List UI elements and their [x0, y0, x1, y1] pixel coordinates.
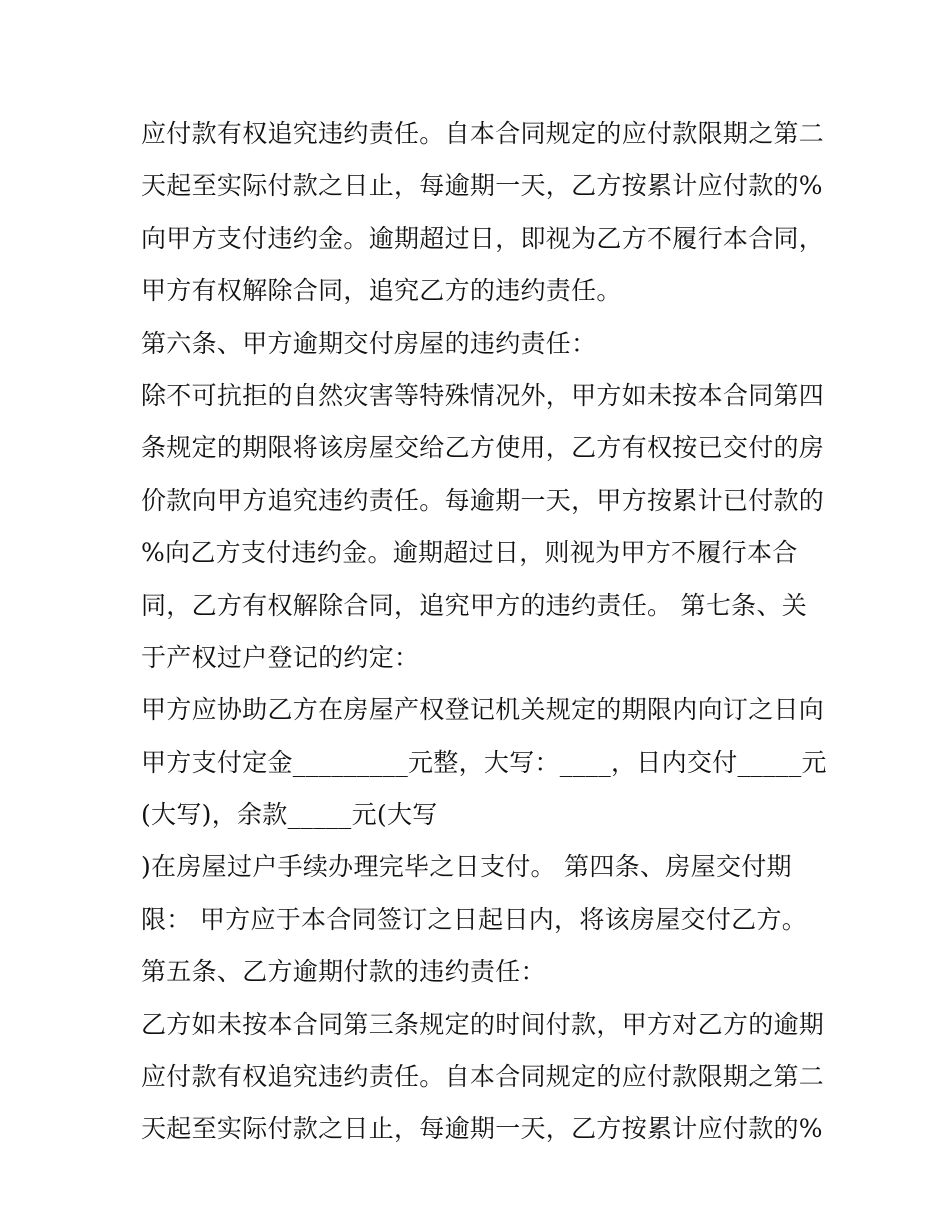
- text-line: 除不可抗拒的自然灾害等特殊情况外，甲方如未按本合同第四: [141, 380, 825, 410]
- text-line: 天起至实际付款之日止，每逾期一天，乙方按累计应付款的%: [141, 171, 823, 201]
- text-line: 于产权过户登记的约定：: [141, 642, 420, 672]
- text-line: 限： 甲方应于本合同签订之日起日内，将该房屋交付乙方。: [141, 904, 808, 934]
- article-heading: 第六条、甲方逾期交付房屋的违约责任：: [141, 328, 597, 358]
- text-line: %向乙方支付违约金。逾期超过日，则视为甲方不履行本合: [141, 538, 798, 568]
- text-line: 甲方支付定金_________元整，大写：____，日内交付_____元: [141, 747, 827, 777]
- text-line: 同，乙方有权解除合同，追究甲方的违约责任。 第七条、关: [141, 590, 808, 620]
- document-body: [141, 108, 827, 1156]
- text-line: 乙方如未按本合同第三条规定的时间付款，甲方对乙方的逾期: [141, 1009, 825, 1039]
- text-line: 向甲方支付违约金。逾期超过日，即视为乙方不履行本合同，: [141, 223, 825, 253]
- text-line: 天起至实际付款之日止，每逾期一天，乙方按累计应付款的%: [141, 1114, 823, 1144]
- text-line: 甲方有权解除合同，追究乙方的违约责任。: [141, 276, 622, 306]
- text-line: 应付款有权追究违约责任。自本合同规定的应付款限期之第二: [141, 119, 825, 148]
- text-line: 甲方应协助乙方在房屋产权登记机关规定的期限内向订之日向: [141, 695, 825, 725]
- text-line: (大写)，余款_____元(大写: [141, 800, 438, 830]
- article-heading: 第五条、乙方逾期付款的违约责任：: [141, 957, 546, 987]
- text-line: )在房屋过户手续办理完毕之日支付。 第四条、房屋交付期: [141, 852, 792, 882]
- text-line: 条规定的期限将该房屋交给乙方使用，乙方有权按已交付的房: [141, 433, 825, 463]
- text-line: 应付款有权追究违约责任。自本合同规定的应付款限期之第二: [141, 1062, 825, 1092]
- text-line: 价款向甲方追究违约责任。每逾期一天，甲方按累计已付款的: [141, 485, 825, 515]
